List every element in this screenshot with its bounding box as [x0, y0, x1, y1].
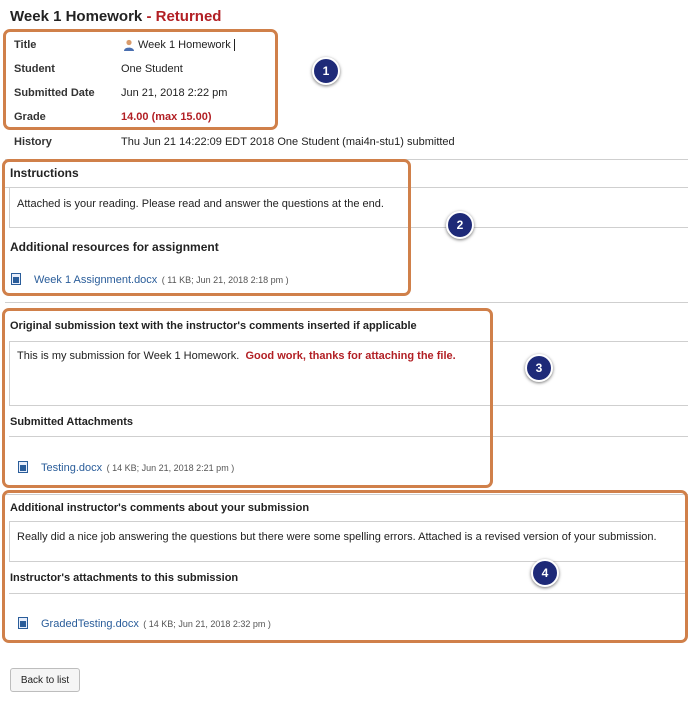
submitted-file-link[interactable]: Testing.docx — [41, 462, 103, 474]
feedback-heading: Additional instructor's comments about your submission — [10, 502, 310, 514]
callout-submission — [2, 308, 493, 488]
instructor-inline-comment: Good work, thanks for attaching the file. — [245, 350, 456, 362]
callout-instructions — [2, 159, 411, 296]
page-title-text: Week 1 Homework — [10, 8, 143, 25]
badge-1: 1 — [312, 57, 340, 85]
student-label: Student — [14, 63, 55, 75]
submission-heading: Original submission text with the instructor's comments inserted if applicable — [10, 320, 417, 332]
resources-heading: Additional resources for assignment — [10, 240, 219, 254]
feedback-text: Really did a nice job answering the questions but there were some spelling errors. Attached is a revised version of your submission. — [17, 531, 657, 543]
submission-text: This is my submission for Week 1 Homework. — [17, 350, 240, 362]
resource-file-meta: ( 11 KB; Jun 21, 2018 2:18 pm ) — [161, 275, 289, 285]
title-value: Week 1 Homework — [138, 39, 231, 51]
history-label: History — [14, 136, 52, 148]
grade-value: 14.00 (max 15.00) — [121, 111, 212, 123]
history-value: Thu Jun 21 14:22:09 EDT 2018 One Student (mai4n-stu1) submitted — [121, 136, 455, 148]
instructions-heading: Instructions — [10, 166, 79, 180]
badge-2: 2 — [446, 211, 474, 239]
submitted-date-value: Jun 21, 2018 2:22 pm — [121, 87, 228, 99]
status-separator: - — [142, 8, 156, 25]
instructor-file-link[interactable]: GradedTesting.docx — [41, 618, 139, 630]
callout-feedback — [2, 490, 688, 643]
title-label: Title — [14, 39, 37, 51]
submitted-date-label: Submitted Date — [14, 87, 95, 99]
back-to-list-button[interactable]: Back to list — [10, 668, 80, 692]
instructor-attachments-heading: Instructor's attachments to this submission — [10, 572, 239, 584]
divider — [5, 302, 688, 303]
instructor-file-meta: ( 14 KB; Jun 21, 2018 2:32 pm ) — [143, 619, 271, 629]
callout-details — [3, 29, 278, 130]
submitted-attachments-heading: Submitted Attachments — [10, 416, 134, 428]
student-value: One Student — [121, 63, 183, 75]
instructions-text: Attached is your reading. Please read and answer the questions at the end. — [17, 198, 384, 210]
page-title — [10, 8, 221, 25]
badge-4: 4 — [531, 559, 559, 587]
submitted-file-meta: ( 14 KB; Jun 21, 2018 2:21 pm ) — [106, 463, 235, 473]
status-returned: Returned — [155, 8, 222, 25]
grade-label: Grade — [14, 111, 46, 123]
resource-file-link[interactable]: Week 1 Assignment.docx — [34, 274, 158, 286]
badge-3: 3 — [525, 354, 553, 382]
